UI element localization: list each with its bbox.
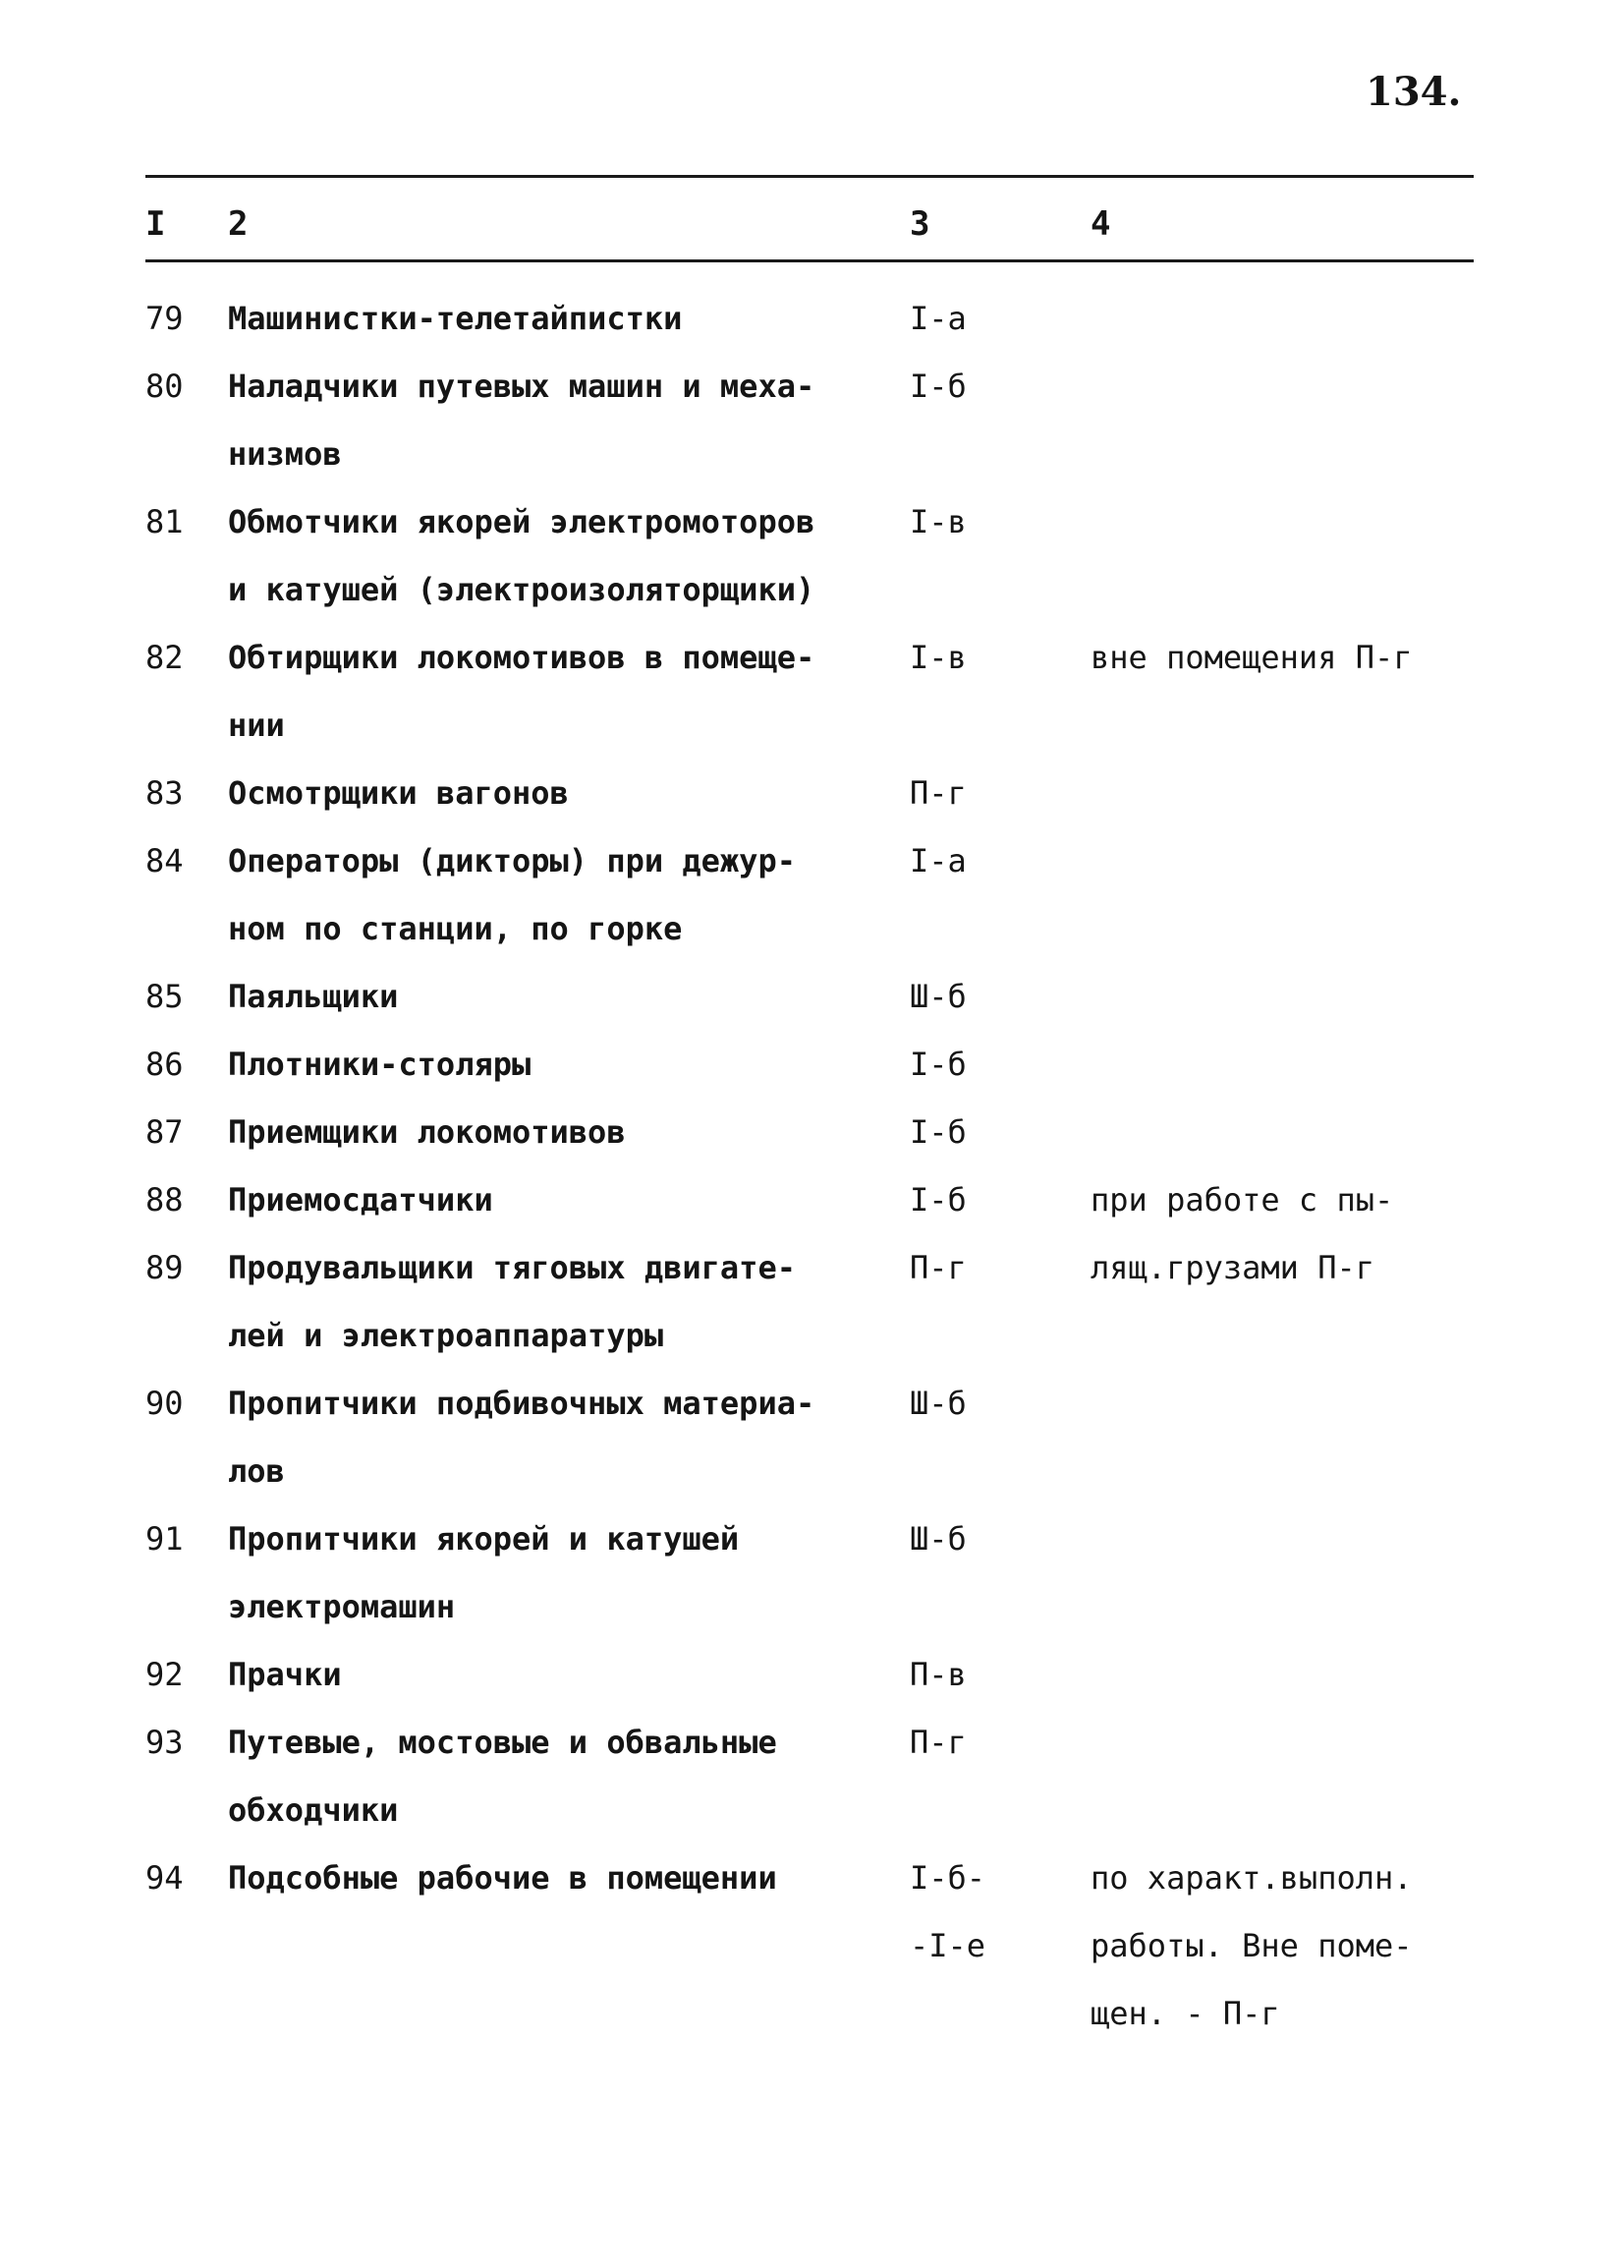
occupation-name: Плотники-столяры xyxy=(228,1046,532,1083)
group-code: Ш-б xyxy=(910,1385,967,1422)
table-row xyxy=(0,1709,1624,1844)
row-number: 94 xyxy=(145,1859,184,1897)
table-header xyxy=(0,204,1624,244)
row-number: 81 xyxy=(145,503,184,540)
row-number: 88 xyxy=(145,1181,184,1219)
header-col-3: 3 xyxy=(910,204,930,244)
row-number: 84 xyxy=(145,842,184,879)
table-row xyxy=(0,488,1624,624)
row-number: 87 xyxy=(145,1113,184,1151)
occupation-name: Наладчики путевых машин и меха- низмов xyxy=(228,368,815,473)
occupation-name: Приемосдатчики xyxy=(228,1181,493,1219)
row-note: при работе с пы- лящ.грузами П-г xyxy=(1091,1181,1394,1286)
row-number: 89 xyxy=(145,1249,184,1286)
occupation-name: Прачки xyxy=(228,1656,342,1693)
table-row xyxy=(0,1099,1624,1166)
table-row xyxy=(0,1031,1624,1099)
row-number: 83 xyxy=(145,774,184,812)
row-number: 80 xyxy=(145,368,184,405)
table-row xyxy=(0,353,1624,488)
group-code: I-б xyxy=(910,1046,967,1083)
occupation-name: Пропитчики подбивочных материа- лов xyxy=(228,1385,815,1490)
group-code: П-г xyxy=(910,1249,967,1286)
occupation-name: Путевые, мостовые и обвальные обходчики xyxy=(228,1724,777,1829)
group-code: Ш-б xyxy=(910,978,967,1015)
row-note: вне помещения П-г xyxy=(1091,639,1413,676)
row-number: 93 xyxy=(145,1724,184,1761)
group-code: П-г xyxy=(910,774,967,812)
occupation-name: Обтирщики локомотивов в помеще- нии xyxy=(228,639,815,744)
table-row xyxy=(0,1370,1624,1505)
row-number: 86 xyxy=(145,1046,184,1083)
table-row xyxy=(0,1234,1624,1370)
row-number: 79 xyxy=(145,300,184,337)
row-number: 92 xyxy=(145,1656,184,1693)
occupation-name: Машинистки-телетайпистки xyxy=(228,300,683,337)
header-bottom-rule xyxy=(145,259,1474,262)
group-code: I-а xyxy=(910,842,967,879)
group-code: I-а xyxy=(910,300,967,337)
table-row xyxy=(0,624,1624,760)
group-code: I-б xyxy=(910,1181,967,1219)
group-code: I-в xyxy=(910,503,967,540)
occupation-name: Продувальщики тяговых двигате- лей и электроаппаратуры xyxy=(228,1249,796,1354)
table-row xyxy=(0,760,1624,827)
table-top-rule xyxy=(145,175,1474,178)
occupation-name: Пропитчики якорей и катушей электромашин xyxy=(228,1520,740,1625)
row-note: по характ.выполн. работы. Вне поме- щен. - П-г xyxy=(1091,1859,1413,2032)
row-number: 90 xyxy=(145,1385,184,1422)
table-row xyxy=(0,285,1624,353)
occupation-name: Обмотчики якорей электромоторов и катушей (электроизоляторщики) xyxy=(228,503,815,608)
group-code: I-б xyxy=(910,368,967,405)
group-code: П-в xyxy=(910,1656,967,1693)
occupation-name: Операторы (дикторы) при дежур- ном по станции, по горке xyxy=(228,842,796,947)
row-number: 85 xyxy=(145,978,184,1015)
occupation-name: Осмотрщики вагонов xyxy=(228,774,569,812)
occupation-name: Приемщики локомотивов xyxy=(228,1113,626,1151)
table-row xyxy=(0,963,1624,1031)
occupation-name: Подсобные рабочие в помещении xyxy=(228,1859,777,1897)
table-body xyxy=(0,285,1624,2032)
table-row xyxy=(0,1844,1624,2032)
header-col-4: 4 xyxy=(1091,204,1111,244)
table-row xyxy=(0,1641,1624,1709)
row-number: 82 xyxy=(145,639,184,676)
header-col-1: I xyxy=(145,204,166,244)
group-code: Ш-б xyxy=(910,1520,967,1558)
group-code: I-б xyxy=(910,1113,967,1151)
row-number: 91 xyxy=(145,1520,184,1558)
table-row xyxy=(0,1505,1624,1641)
group-code: П-г xyxy=(910,1724,967,1761)
group-code: I-б- -I-е xyxy=(910,1859,986,1964)
table-row xyxy=(0,827,1624,963)
occupation-name: Паяльщики xyxy=(228,978,399,1015)
header-col-2: 2 xyxy=(228,204,249,244)
page-number: 134. xyxy=(1366,69,1462,115)
group-code: I-в xyxy=(910,639,967,676)
